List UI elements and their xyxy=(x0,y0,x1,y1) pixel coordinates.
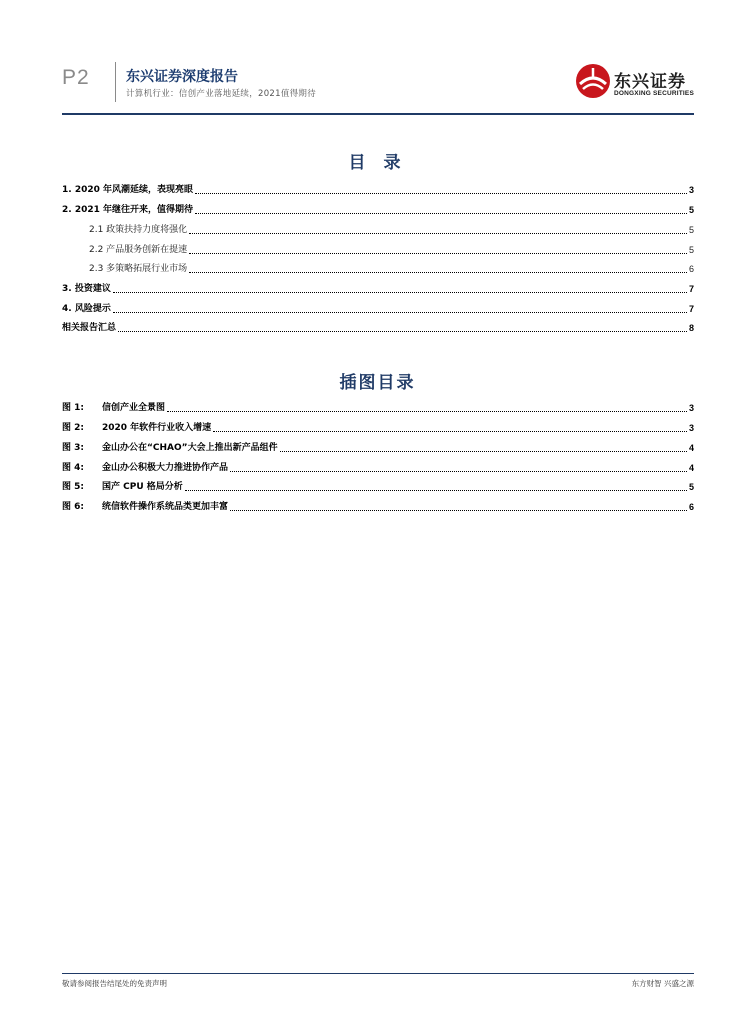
toc-item-text: 1. 2020 年风潮延续，表现亮眼 xyxy=(62,185,193,195)
toc-subitem[interactable] xyxy=(89,262,694,276)
toc-item-page: 8 xyxy=(688,323,694,333)
leader-dots xyxy=(118,330,687,332)
leader-dots xyxy=(195,192,687,194)
figure-list-item[interactable] xyxy=(62,480,694,494)
toc-item-page: 5 xyxy=(688,205,694,215)
figure-caption: 统信软件操作系统品类更加丰富 xyxy=(102,502,229,512)
figure-page: 3 xyxy=(688,423,694,433)
toc-item[interactable] xyxy=(62,282,694,296)
logo-mark-icon xyxy=(574,62,612,100)
logo-chinese-name: 东兴证券 xyxy=(614,72,686,92)
leader-dots xyxy=(189,232,687,234)
figure-list-item[interactable] xyxy=(62,421,694,435)
toc-item[interactable] xyxy=(62,302,694,316)
toc-item-text: 相关报告汇总 xyxy=(62,323,117,333)
report-subtitle: 计算机行业：信创产业落地延续，2021值得期待 xyxy=(126,89,317,99)
toc-item-page: 7 xyxy=(688,304,694,314)
figure-number: 图 2: xyxy=(62,423,84,433)
figure-page: 6 xyxy=(688,502,694,512)
leader-dots xyxy=(230,470,687,472)
footer-slogan: 东方财智 兴盛之源 xyxy=(631,979,694,988)
toc-item-text: 2.3 多策略拓展行业市场 xyxy=(89,264,188,274)
figure-page: 4 xyxy=(688,463,694,473)
footer-rule xyxy=(62,973,694,974)
toc-item-text: 3. 投资建议 xyxy=(62,284,111,294)
company-logo xyxy=(574,62,694,104)
leader-dots xyxy=(113,291,687,293)
leader-dots xyxy=(189,252,687,254)
logo-english-name: DONGXING SECURITIES xyxy=(614,90,695,97)
toc-item-page: 6 xyxy=(688,264,694,274)
figure-list-item[interactable] xyxy=(62,441,694,455)
leader-dots xyxy=(167,410,687,412)
leader-dots xyxy=(195,212,687,214)
leader-dots xyxy=(280,450,687,452)
toc-subitem[interactable] xyxy=(89,223,694,237)
figure-caption: 信创产业全景图 xyxy=(102,403,166,413)
figure-caption: 国产 CPU 格局分析 xyxy=(102,482,183,492)
leader-dots xyxy=(230,509,687,511)
figure-caption: 金山办公积极大力推进协作产品 xyxy=(102,463,229,473)
toc-item-page: 5 xyxy=(688,225,694,235)
toc-item-text: 2.1 政策扶持力度将强化 xyxy=(89,225,188,235)
toc-item-text: 2. 2021 年继往开来，值得期待 xyxy=(62,205,193,215)
figure-caption: 金山办公在“CHAO”大会上推出新产品组件 xyxy=(102,443,278,453)
figure-number: 图 6: xyxy=(62,502,84,512)
header-rule xyxy=(62,113,694,115)
toc-item-page: 7 xyxy=(688,284,694,294)
toc-item[interactable] xyxy=(62,321,694,335)
figure-list-item[interactable] xyxy=(62,401,694,415)
disclaimer-note: 敬请参阅报告结尾处的免责声明 xyxy=(62,979,167,988)
toc-item-page: 3 xyxy=(688,185,694,195)
leader-dots xyxy=(213,430,687,432)
figure-list-item[interactable] xyxy=(62,500,694,514)
toc-item[interactable] xyxy=(62,203,694,217)
figure-list-item[interactable] xyxy=(62,461,694,475)
figure-number: 图 4: xyxy=(62,463,84,473)
toc-item-text: 2.2 产品服务创新在提速 xyxy=(89,245,188,255)
figure-page: 4 xyxy=(688,443,694,453)
leader-dots xyxy=(113,311,687,313)
toc-title: 目 录 xyxy=(348,153,407,173)
toc-item[interactable] xyxy=(62,183,694,197)
toc-item-page: 5 xyxy=(688,245,694,255)
page-number: P2 xyxy=(62,66,90,89)
figure-page: 3 xyxy=(688,403,694,413)
header-divider xyxy=(115,62,116,102)
report-type-title: 东兴证券深度报告 xyxy=(126,69,238,85)
figure-number: 图 3: xyxy=(62,443,84,453)
figures-list-title: 插图目录 xyxy=(339,373,416,393)
toc-subitem[interactable] xyxy=(89,243,694,257)
figure-number: 图 1: xyxy=(62,403,84,413)
leader-dots xyxy=(185,489,687,491)
leader-dots xyxy=(189,271,687,273)
figure-caption: 2020 年软件行业收入增速 xyxy=(102,423,212,433)
page-header xyxy=(62,62,694,114)
figure-number: 图 5: xyxy=(62,482,84,492)
toc-item-text: 4. 风险提示 xyxy=(62,304,111,314)
figure-page: 5 xyxy=(688,482,694,492)
